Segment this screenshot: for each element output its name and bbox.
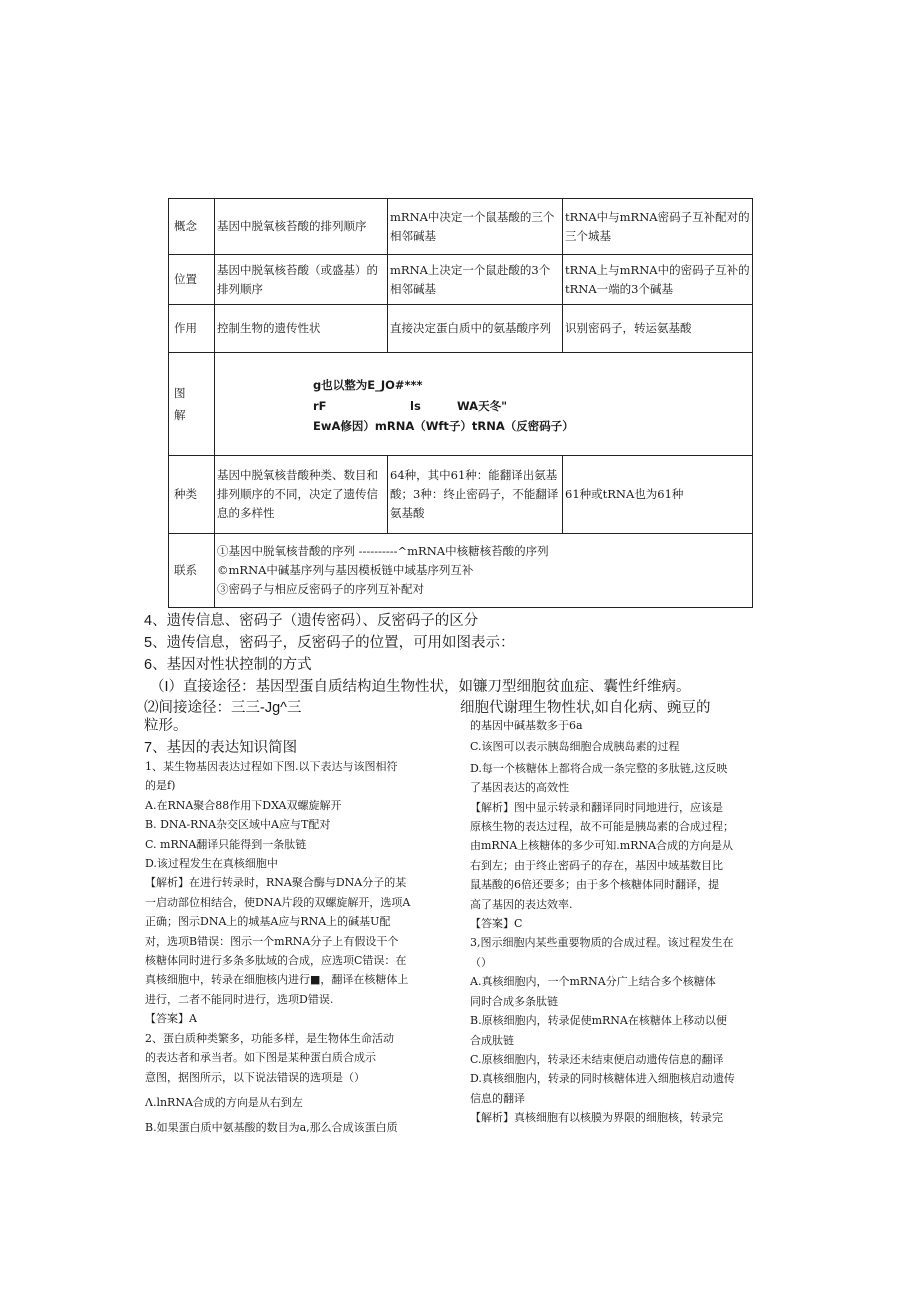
text-line: 的是f) — [145, 779, 176, 793]
text-line: 同时合成多条肽链 — [470, 994, 558, 1008]
gene-info-cell: 基因中脱氧核苔酸（或盛基）的排列顺序 — [215, 255, 388, 305]
text-line: 真核细胞中，转录在细胞核内进行■，翻译在核糖体上 — [145, 973, 409, 987]
link-line: ©mRNA中碱基序列与基因模板链中域基序列互补 — [217, 563, 474, 577]
link-line: ①基因中脱氧核昔酸的序列 ----------^mRNA中核糖核苔酸的序列 — [217, 544, 549, 558]
heading: 细胞代谢理生物性状,如自化病、豌豆的 — [460, 700, 711, 716]
anticodon-cell: 61种或tRNA也为61种 — [563, 456, 753, 534]
text-line: 【解析】在进行转录时，RNA聚合酶与DNA分子的某 — [145, 876, 407, 890]
diagram-text: EwA修因）mRNA（Wft子）tRNA（反密码子） — [313, 419, 574, 433]
text-line: A.真核细胞内，一个mRNA分广上结合多个核糖体 — [470, 975, 716, 989]
gene-info-cell: 基因中脱氧核昔酸种类、数目和排列顺序的不同，决定了遗传信息的多样性 — [215, 456, 388, 534]
heading: ⑵间接途径：三三-Jg^三 — [144, 700, 302, 716]
text-line: C. mRNA翻译只能得到一条肽链 — [145, 837, 307, 851]
text-line: B.原核细胞内，转录促使mRNA在核糖体上移动以便 — [470, 1014, 727, 1028]
right-column — [470, 716, 790, 1128]
heading: 4、遗传信息、密码子（遗传密码）、反密码子的区分 — [144, 613, 479, 629]
text-line: 正确；图示DNA上的城基A应与RNA上的碱基U配 — [145, 915, 391, 929]
text-line: A.在RNA聚合88作用下DXA双螺旋解开 — [145, 798, 342, 812]
text-line: 【解析】图中显示转录和翻译同时同地进行，应该是 — [470, 800, 723, 814]
text-line: B. DNA-RNA杂交区域中A应与T配对 — [145, 818, 331, 832]
text-line: 高了基因的表达效率. — [470, 897, 573, 911]
text-line: 1、某生物基因表达过程如下图.以下表达与该图相符 — [145, 760, 398, 773]
text-line: 【解析】真核细胞有以核膜为界限的细胞核，转录完 — [470, 1111, 723, 1125]
text-line: 意图，据图所示，以下说法错误的选项是（） — [145, 1070, 365, 1084]
codon-cell: 64种，其中61种：能翻译出氨基酸；3种：终止密码子，不能翻译氨基酸 — [388, 456, 563, 534]
table-row — [169, 199, 753, 255]
table-row — [169, 255, 753, 305]
text-line: B.如果蛋白质中氨基酸的数目为a,那么合成该蛋白质 — [145, 1121, 398, 1135]
text-line: C.该图可以表示胰岛细胞合成胰岛素的过程 — [470, 740, 680, 754]
text-line: 2、蛋白质种类繁多，功能多样，是生物体生命活动 — [145, 1031, 394, 1045]
diagram-label: 图解 — [174, 386, 186, 422]
table-row — [169, 305, 753, 353]
row-label: 概念 — [169, 199, 215, 255]
text-line: 的基因中碱基数多于6a — [470, 719, 583, 732]
text-line: 信息的翻译 — [470, 1091, 525, 1105]
row-label: 种类 — [169, 456, 215, 534]
text-line: 对，选项B错误：图示一个mRNA分子上有假设干个 — [145, 934, 399, 948]
text-line: Λ.lnRNA合成的方向是从右到左 — [145, 1095, 303, 1109]
anticodon-cell: tRNA中与mRNA密码子互补配对的三个城基 — [563, 199, 753, 255]
heading: 7、基因的表达知识简图 — [144, 740, 298, 756]
text-line: D.该过程发生在真核细胞中 — [145, 857, 278, 871]
text-line: 【答案】A — [145, 1012, 197, 1026]
diagram-cell — [215, 353, 753, 456]
diagram-text: WA天冬" — [457, 399, 508, 413]
heading: 粒形。 — [144, 718, 188, 734]
text-line: 【答案】C — [470, 917, 523, 931]
anticodon-cell: 识别密码子，转运氨基酸 — [563, 305, 753, 353]
text-line: 由mRNA上核糖体的多少可知.mRNA合成的方向是从 — [470, 839, 734, 853]
link-row — [169, 534, 753, 608]
row-label — [169, 353, 215, 456]
row-label: 作用 — [169, 305, 215, 353]
text-line: D.真核细胞内，转录的同时核糖体进入细胞核启动遗传 — [470, 1072, 735, 1086]
heading: 5、遗传信息，密码子，反密码子的位置，可用如图表示： — [144, 635, 515, 651]
heading: （I）直接途径：基因型蛋自质结构迫生物性状，如镰刀型细胞贫血症、囊性纤维病。 — [150, 679, 691, 695]
text-line: 鼠基酸的6倍还要多；由于多个核糖体同时翻译，提 — [470, 878, 719, 892]
link-line: ③密码子与相应反密码子的序列互补配对 — [217, 582, 424, 596]
diagram-text: ls — [410, 399, 421, 413]
row-label: 联系 — [169, 534, 215, 608]
text-line: 合成肽链 — [470, 1033, 514, 1047]
gene-info-cell: 控制生物的遗传性状 — [215, 305, 388, 353]
heading: 6、基因对性状控制的方式 — [144, 657, 312, 673]
text-line: 原核生物的表达过程，故不可能是胰岛素的合成过程； — [470, 820, 734, 834]
diagram-text: rF — [313, 399, 327, 413]
text-line: （） — [470, 955, 492, 969]
comparison-table — [168, 198, 753, 608]
anticodon-cell: tRNA上与mRNA中的密码子互补的tRNA一端的3个碱基 — [563, 255, 753, 305]
gene-info-cell: 基因中脱氧核苔酸的排列顺序 — [215, 199, 388, 255]
text-line: 一启动部位相结合，使DNA片段的双螺旋解开，选项A — [145, 895, 411, 909]
text-line: 了基因表达的高效性 — [470, 781, 569, 795]
codon-cell: mRNA中决定一个鼠基酸的三个相邻碱基 — [388, 199, 563, 255]
text-line: D.每一个核糖体上都将合成一条完整的多肽链,这反映 — [470, 761, 728, 775]
text-line: 进行，二者不能同时进行，选项D错误. — [145, 992, 334, 1006]
text-line: 3,图示细胞内某些重要物质的合成过程。该过程发生在 — [470, 936, 734, 950]
table-row — [169, 456, 753, 534]
diagram-row — [169, 353, 753, 456]
text-line: C.原核细胞内，转录还未结束便启动遗传信息的翻译 — [470, 1052, 724, 1066]
text-line: 核糖体同时进行多条多肽域的合成，应选项C错误：在 — [145, 954, 407, 968]
codon-cell: mRNA上决定一个鼠赴酸的3个相邻碱基 — [388, 255, 563, 305]
link-cell — [215, 534, 753, 608]
diagram-text: g也以整为E_JO#*** — [313, 378, 423, 392]
text-line: 右到左；由于终止密码子的存在，基因中域基数目比 — [470, 858, 723, 872]
text-line: 的表达者和承当者。如下图是某种蛋白质合成示 — [145, 1051, 376, 1065]
codon-cell: 直接决定蛋白质中的氨基酸序列 — [388, 305, 563, 353]
row-label: 位置 — [169, 255, 215, 305]
left-column — [145, 757, 455, 1138]
